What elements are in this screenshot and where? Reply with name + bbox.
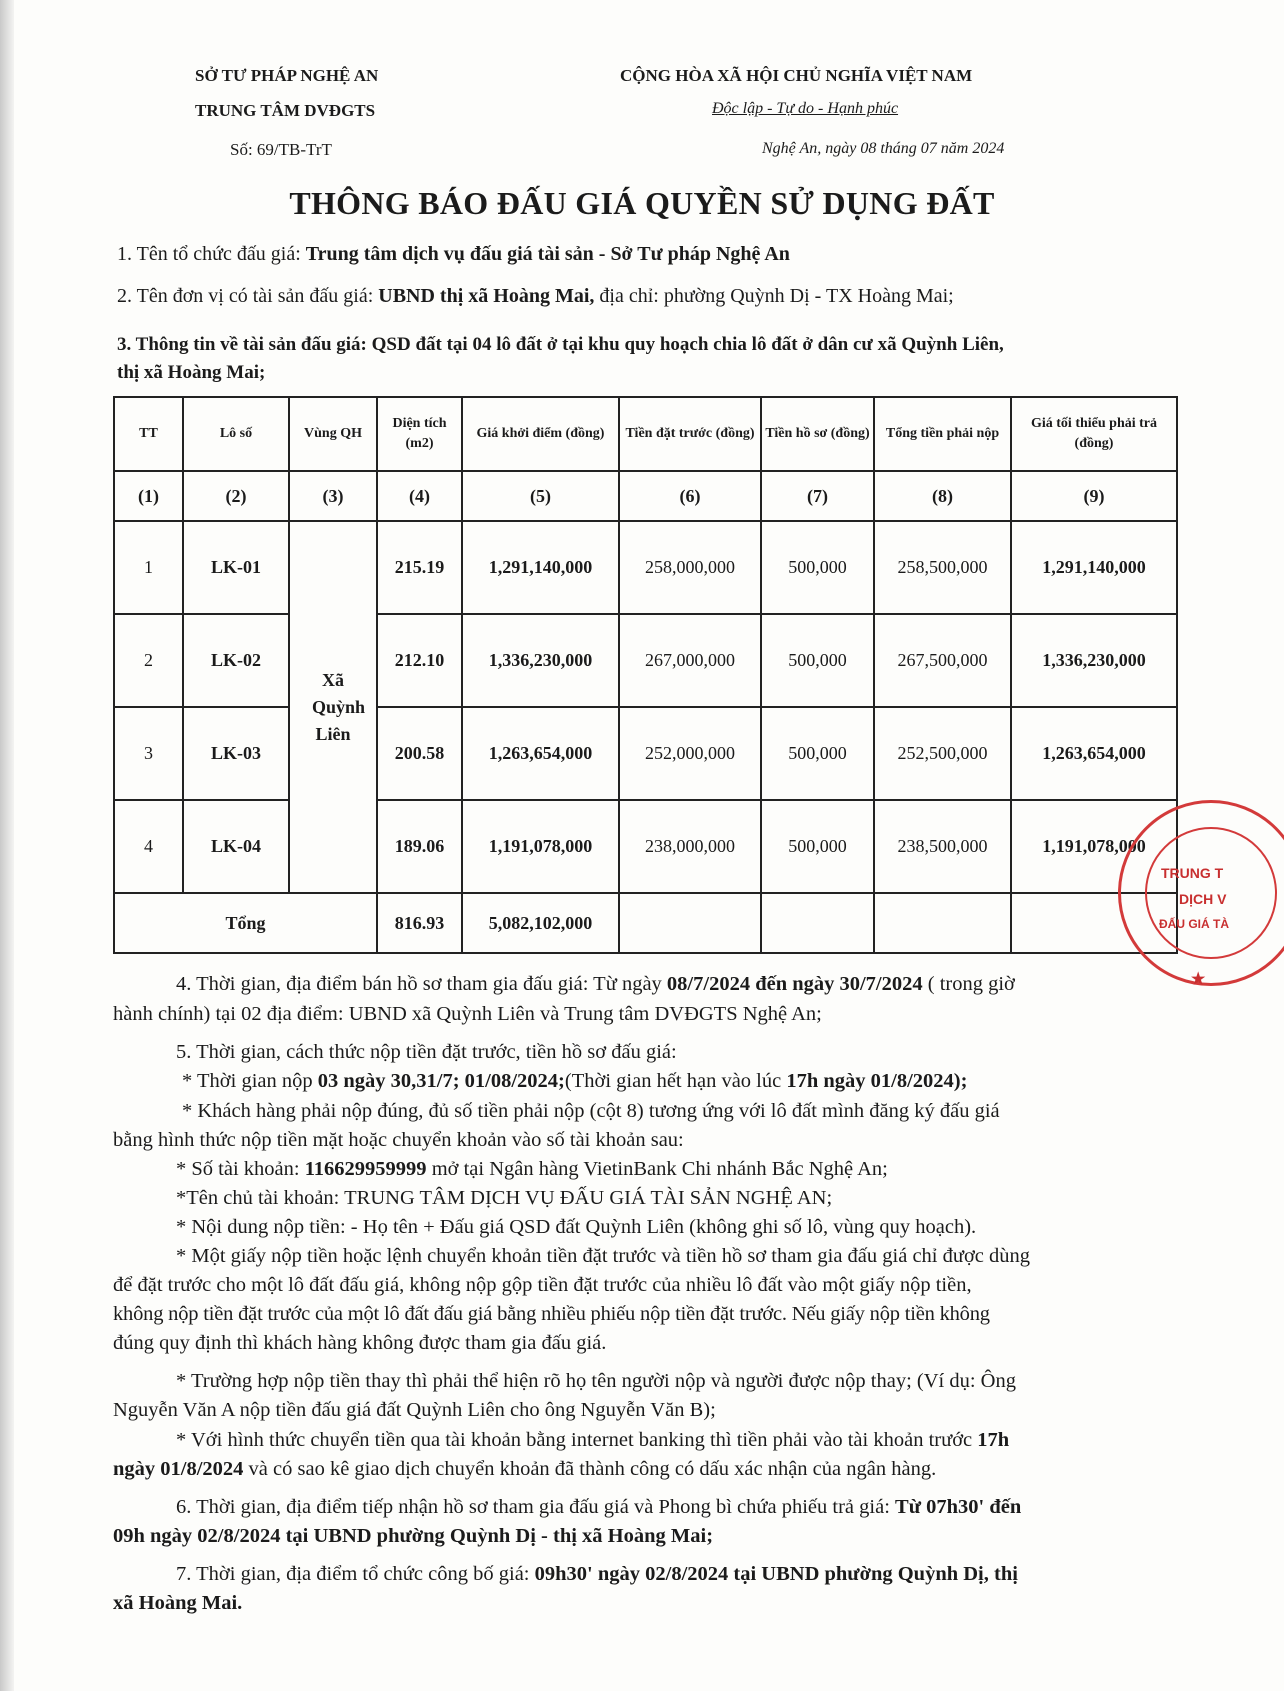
p4-dates: 08/7/2024 đến ngày 30/7/2024 <box>666 973 923 995</box>
col-header: Tiền hồ sơ (đồng) <box>761 397 874 471</box>
item-3-line2: thị xã Hoàng Mai; <box>117 362 266 383</box>
cell-area: 215.19 <box>377 521 462 614</box>
cell-start-price: 1,336,230,000 <box>462 614 619 707</box>
cell-deposit: 238,000,000 <box>619 800 761 893</box>
col-number: (8) <box>874 471 1011 521</box>
p6-time: Từ 07h30' đến <box>895 1496 1022 1518</box>
cell-fee: 500,000 <box>761 800 874 893</box>
paragraph-5-3 <box>176 1155 888 1184</box>
column-number-row <box>114 471 1177 521</box>
paragraph-5-1 <box>182 1067 967 1096</box>
total-empty-cell <box>874 893 1011 953</box>
page-title: THÔNG BÁO ĐẤU GIÁ QUYỀN SỬ DỤNG ĐẤT <box>289 185 995 221</box>
col-header: Giá khởi điểm (đồng) <box>462 397 619 471</box>
item-1 <box>117 243 790 266</box>
place-date: Nghệ An, ngày 08 tháng 07 năm 2024 <box>762 140 1005 157</box>
p4-text-end: ( trong giờ <box>922 973 1015 995</box>
org-line1: SỞ TƯ PHÁP NGHỆ AN <box>195 66 379 85</box>
red-seal-stamp <box>1118 800 1284 986</box>
stamp-star-icon: ★ <box>1191 971 1206 988</box>
stamp-text-line1: TRUNG T <box>1161 865 1224 881</box>
cell-min-price: 1,191,078,000 <box>1011 800 1177 893</box>
paragraph-4-line2: hành chính) tại 02 địa điểm: UBND xã Quỳnh Liên và Trung tâm DVĐGTS Nghệ An; <box>113 1003 822 1025</box>
motto: Độc lập - Tự do - Hạnh phúc <box>712 100 899 117</box>
cell-min-price: 1,336,230,000 <box>1011 614 1177 707</box>
p5-3-label: * Số tài khoản: <box>176 1158 305 1180</box>
cell-deposit: 267,000,000 <box>619 614 761 707</box>
cell-lot: LK-02 <box>183 614 289 707</box>
cell-tt: 4 <box>114 800 183 893</box>
p5-8-date: ngày 01/8/2024 <box>113 1458 244 1480</box>
paragraph-5-6b: để đặt trước cho một lô đất đấu giá, không nộp gộp tiền đặt trước của nhiều lô đất vào một giấy nộp tiền, <box>113 1274 972 1296</box>
paragraph-7-line2: xã Hoàng Mai. <box>113 1592 243 1614</box>
col-number: (5) <box>462 471 619 521</box>
col-number: (6) <box>619 471 761 521</box>
p5-8-text: * Với hình thức chuyển tiền qua tài khoản bằng internet banking thì tiền phải vào tài khoản trước <box>176 1429 978 1451</box>
total-label: Tổng <box>114 893 377 953</box>
cell-area: 200.58 <box>377 707 462 800</box>
paragraph-5: 5. Thời gian, cách thức nộp tiền đặt trước, tiền hồ sơ đấu giá: <box>176 1041 677 1063</box>
total-empty-cell <box>619 893 761 953</box>
table-row <box>114 800 1177 893</box>
table-row <box>114 614 1177 707</box>
paragraph-5-7a: * Trường hợp nộp tiền thay thì phải thể hiện rõ họ tên người nộp và người được nộp thay; (Ví dụ: Ông <box>176 1370 1016 1392</box>
paragraph-7-line1 <box>176 1560 1018 1589</box>
cell-deposit: 258,000,000 <box>619 521 761 614</box>
account-number: 116629959999 <box>304 1158 427 1180</box>
p5-1-text: * Thời gian nộp <box>182 1070 318 1092</box>
paragraph-5-6a: * Một giấy nộp tiền hoặc lệnh chuyển khoản tiền đặt trước và tiền hồ sơ tham gia đấu giá chỉ được dùng <box>176 1245 1031 1267</box>
cell-area: 212.10 <box>377 614 462 707</box>
table-row <box>114 521 1177 614</box>
p5-1-dates: 03 ngày 30,31/7; 01/08/2024; <box>317 1070 565 1092</box>
cell-total-pay: 238,500,000 <box>874 800 1011 893</box>
col-number: (9) <box>1011 471 1177 521</box>
stamp-text-line3: ĐẤU GIÁ TÀ <box>1159 917 1229 931</box>
cell-lot: LK-03 <box>183 707 289 800</box>
paragraph-6-line2: 09h ngày 02/8/2024 tại UBND phường Quỳnh Dị - thị xã Hoàng Mai; <box>113 1525 714 1547</box>
col-number: (2) <box>183 471 289 521</box>
item-2 <box>117 285 954 308</box>
paragraph-5-4: *Tên chủ tài khoản: TRUNG TÂM DỊCH VỤ ĐẤU GIÁ TÀI SẢN NGHỆ AN; <box>176 1187 833 1209</box>
col-header: Tổng tiền phải nộp <box>874 397 1011 471</box>
col-number: (1) <box>114 471 183 521</box>
paragraph-5-6d: đúng quy định thì khách hàng không được tham gia đấu giá. <box>113 1332 607 1354</box>
table-header-row <box>114 397 1177 471</box>
p5-3-bank: mở tại Ngân hàng VietinBank Chi nhánh Bắc Nghệ An; <box>426 1158 888 1180</box>
stamp-text-line2: DỊCH V <box>1179 891 1227 907</box>
p5-1-text2: (Thời gian hết hạn vào lúc <box>564 1070 787 1092</box>
total-empty-cell <box>761 893 874 953</box>
item-3-line1: 3. Thông tin về tài sản đấu giá: QSD đất tại 04 lô đất ở tại khu quy hoạch chia lô đất ở dân cư xã Quỳnh Liên, <box>117 334 1004 355</box>
cell-zone: Xã Quỳnh Liên <box>289 521 377 893</box>
cell-total-pay: 252,500,000 <box>874 707 1011 800</box>
table-total-row <box>114 893 1177 953</box>
item-1-label: 1. Tên tổ chức đấu giá: <box>117 243 301 265</box>
cell-total-pay: 267,500,000 <box>874 614 1011 707</box>
paragraph-5-6c: không nộp tiền đặt trước của một lô đất đấu giá bằng nhiều phiếu nộp tiền đặt trước. Nếu giấy nộp tiền không <box>113 1303 990 1325</box>
col-header: Lô số <box>183 397 289 471</box>
p7-text: 7. Thời gian, địa điểm tổ chức công bố giá: <box>176 1563 535 1585</box>
item-2-address: địa chỉ: phường Quỳnh Dị - TX Hoàng Mai; <box>599 285 954 307</box>
p5-8-time: 17h <box>977 1429 1010 1451</box>
p7-time-place: 09h30' ngày 02/8/2024 tại UBND phường Quỳnh Dị, thị <box>534 1563 1018 1585</box>
item-2-label: 2. Tên đơn vị có tài sản đấu giá: <box>117 285 374 307</box>
total-area: 816.93 <box>377 893 462 953</box>
auction-table <box>113 396 1178 954</box>
cell-tt: 3 <box>114 707 183 800</box>
col-header: Vùng QH <box>289 397 377 471</box>
cell-fee: 500,000 <box>761 521 874 614</box>
cell-start-price: 1,191,078,000 <box>462 800 619 893</box>
cell-lot: LK-04 <box>183 800 289 893</box>
paragraph-6-line1 <box>176 1493 1021 1522</box>
cell-start-price: 1,291,140,000 <box>462 521 619 614</box>
col-header: Giá tối thiểu phải trả (đồng) <box>1011 397 1177 471</box>
col-number: (4) <box>377 471 462 521</box>
cell-total-pay: 258,500,000 <box>874 521 1011 614</box>
paragraph-5-2b: bằng hình thức nộp tiền mặt hoặc chuyển khoản vào số tài khoản sau: <box>113 1129 684 1151</box>
p5-1-deadline: 17h ngày 01/8/2024); <box>786 1070 968 1092</box>
p5-8-text2: và có sao kê giao dịch chuyển khoản đã thành công có dấu xác nhận của ngân hàng. <box>243 1458 937 1480</box>
total-start-price: 5,082,102,000 <box>462 893 619 953</box>
paragraph-5-7b: Nguyễn Văn A nộp tiền đấu giá đất Quỳnh Liên cho ông Nguyễn Văn B); <box>113 1399 716 1421</box>
item-2-value: UBND thị xã Hoàng Mai, <box>378 285 595 307</box>
paragraph-5-8b <box>113 1455 936 1484</box>
item-1-value: Trung tâm dịch vụ đấu giá tài sản - Sở Tư pháp Nghệ An <box>305 243 790 265</box>
col-number: (7) <box>761 471 874 521</box>
col-header: Diện tích (m2) <box>377 397 462 471</box>
cell-start-price: 1,263,654,000 <box>462 707 619 800</box>
cell-lot: LK-01 <box>183 521 289 614</box>
cell-tt: 2 <box>114 614 183 707</box>
paragraph-5-2a: * Khách hàng phải nộp đúng, đủ số tiền phải nộp (cột 8) tương ứng với lô đất mình đăng ký đấu giá <box>182 1100 1000 1122</box>
org-line2: TRUNG TÂM DVĐGTS <box>195 101 376 120</box>
cell-tt: 1 <box>114 521 183 614</box>
table-row <box>114 707 1177 800</box>
cell-fee: 500,000 <box>761 614 874 707</box>
p4-text: 4. Thời gian, địa điểm bán hồ sơ tham gia đấu giá: Từ ngày <box>176 973 667 995</box>
paragraph-4-line1 <box>176 970 1015 999</box>
paragraph-5-8a <box>176 1426 1009 1455</box>
cell-fee: 500,000 <box>761 707 874 800</box>
doc-number: Số: 69/TB-TrT <box>230 140 332 159</box>
col-number: (3) <box>289 471 377 521</box>
page-left-edge <box>0 0 14 1691</box>
cell-deposit: 252,000,000 <box>619 707 761 800</box>
p6-text: 6. Thời gian, địa điểm tiếp nhận hồ sơ tham gia đấu giá và Phong bì chứa phiếu trả giá: <box>176 1496 896 1518</box>
cell-area: 189.06 <box>377 800 462 893</box>
cell-min-price: 1,263,654,000 <box>1011 707 1177 800</box>
paragraph-5-5: * Nội dung nộp tiền: - Họ tên + Đấu giá QSD đất Quỳnh Liên (không ghi số lô, vùng quy hoạch). <box>176 1216 977 1238</box>
col-header: TT <box>114 397 183 471</box>
col-header: Tiền đặt trước (đồng) <box>619 397 761 471</box>
cell-min-price: 1,291,140,000 <box>1011 521 1177 614</box>
country-name: CỘNG HÒA XÃ HỘI CHỦ NGHĨA VIỆT NAM <box>620 66 973 85</box>
